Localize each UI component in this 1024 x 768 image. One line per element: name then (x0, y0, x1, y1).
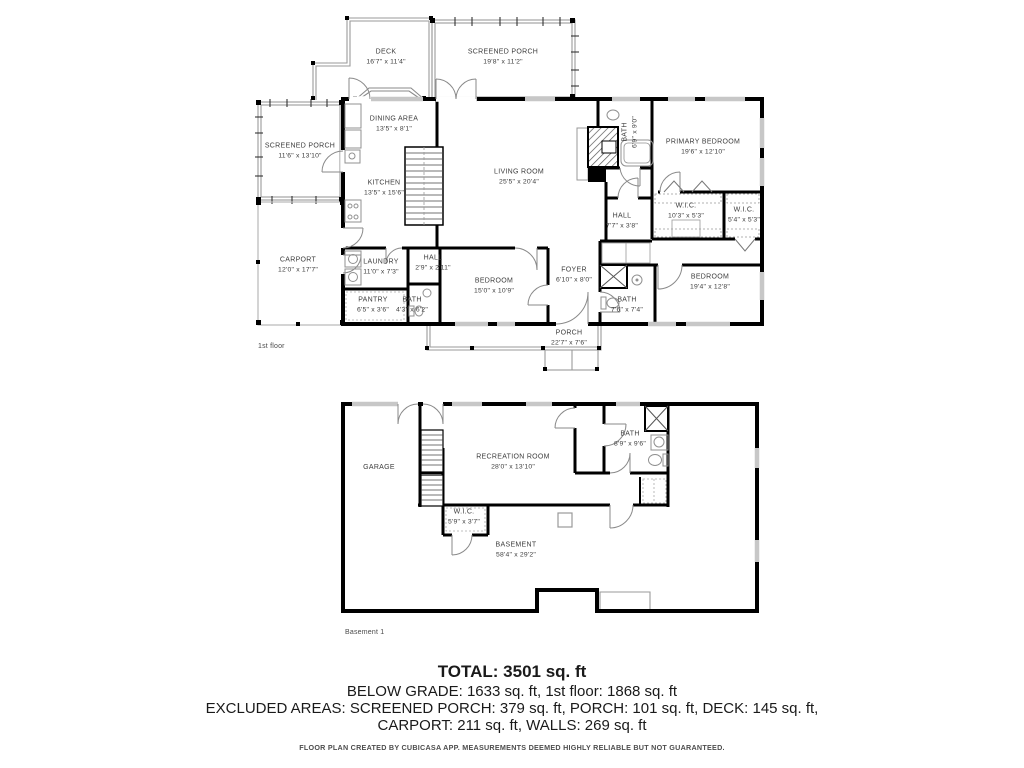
room-dims: 58'4" x 29'2" (496, 551, 536, 559)
room-name: DECK (375, 48, 397, 56)
room-name: LAUNDRY (363, 258, 399, 266)
room-label-bath-primary (621, 116, 640, 148)
room-name: BATH (617, 296, 637, 304)
summary-disclaimer: FLOOR PLAN CREATED BY CUBICASA APP. MEASUREMENTS DEEMED HIGHLY RELIABLE BUT NOT GUARANTEED. (299, 743, 725, 752)
fireplace-icon (577, 127, 618, 182)
room-label-hall-upper (606, 212, 638, 231)
floor1-plan (255, 16, 762, 371)
summary-excluded-1: EXCLUDED AREAS: SCREENED PORCH: 379 sq. ft, PORCH: 101 sq. ft, DECK: 145 sq. ft, (205, 700, 819, 717)
room-dims: 22'7" x 7'6" (551, 339, 587, 347)
basement-stairs-icon (421, 430, 443, 506)
basement-plan (343, 404, 757, 611)
room-label-wic-large (668, 202, 704, 221)
room-name: CARPORT (279, 256, 317, 264)
room-label-primary-bedroom (666, 138, 740, 157)
room-label-bedroom-right (690, 273, 730, 292)
room-dims: 13'5" x 8'1" (376, 125, 412, 133)
room-name: W.I.C. (733, 206, 755, 214)
room-label-bath-small (396, 296, 428, 315)
room-dims: 2'9" x 2'11" (415, 264, 451, 272)
room-name: PORCH (555, 329, 583, 337)
room-dims: 8'9" x 9'6" (614, 440, 646, 448)
room-dims: 5'4" x 5'3" (728, 216, 760, 224)
room-label-kitchen (364, 179, 404, 198)
room-name: DINING AREA (369, 115, 419, 123)
room-dims: 13'5" x 15'6" (364, 189, 404, 197)
room-name: HALL (423, 254, 443, 262)
basement-exterior-walls (343, 404, 757, 611)
room-dims: 19'4" x 12'8" (690, 283, 730, 291)
room-label-bedroom-mid (474, 277, 514, 296)
room-label-basement-bath (614, 430, 646, 449)
summary-below-grade: BELOW GRADE: 1633 sq. ft, 1st floor: 1868 sq. ft (346, 683, 678, 700)
room-label-basement-area (496, 541, 537, 560)
room-dims: 19'8" x 11'2" (483, 58, 523, 66)
summary-total: TOTAL: 3501 sq. ft (437, 662, 587, 681)
room-label-foyer (556, 266, 592, 285)
room-label-dining-area (370, 115, 418, 134)
stairs-icon (405, 147, 443, 225)
room-name: PANTRY (358, 296, 388, 304)
room-name: W.I.C. (453, 508, 475, 516)
room-dims: 15'0" x 10'9" (474, 287, 514, 295)
room-name: BATH (621, 122, 629, 142)
room-dims: 4'3" x 6'2" (396, 306, 428, 314)
room-dims: 16'7" x 11'4" (366, 58, 406, 66)
summary-block (0, 662, 1024, 752)
room-dims: 7'7" x 3'8" (606, 222, 638, 230)
basement-bath-fixtures (645, 406, 668, 466)
room-dims: 6'10" x 8'0" (556, 276, 592, 284)
room-dims: 19'6" x 12'10" (681, 148, 725, 156)
room-name: BEDROOM (474, 277, 514, 285)
room-dims: 6'9" x 9'0" (631, 116, 639, 148)
room-name: LIVING ROOM (494, 168, 544, 176)
room-dims: 25'5" x 20'4" (499, 178, 539, 186)
room-name: BASEMENT (495, 541, 537, 549)
room-dims: 28'0" x 13'10" (491, 463, 535, 471)
room-label-laundry (363, 258, 398, 277)
basement-tag: Basement 1 (345, 629, 385, 636)
kitchen-fixtures (345, 104, 361, 222)
room-label-bath-right (611, 296, 643, 315)
room-label-wic-small (728, 206, 760, 225)
room-name: W.I.C. (675, 202, 697, 210)
basement-windows (352, 404, 757, 562)
room-label-recreation-room (476, 453, 550, 472)
room-name: SCREENED PORCH (264, 142, 336, 150)
room-name: RECREATION ROOM (476, 453, 550, 461)
room-label-pantry (357, 296, 389, 315)
floor1-tag: 1st floor (258, 343, 285, 350)
room-label-hall-small (415, 254, 450, 273)
room-label-screened-porch-top (468, 48, 538, 67)
room-dims: 5'9" x 3'7" (448, 518, 480, 526)
room-dims: 10'3" x 5'3" (668, 212, 704, 220)
room-name: FOYER (561, 266, 587, 274)
room-label-screened-porch-left (265, 142, 335, 161)
room-name: GARAGE (363, 464, 395, 471)
room-label-deck (366, 48, 405, 67)
summary-excluded-2: CARPORT: 211 sq. ft, WALLS: 269 sq. ft (377, 717, 647, 734)
room-label-carport (278, 256, 318, 275)
basement-bulkhead (600, 592, 650, 611)
room-label-living-room (494, 168, 544, 187)
room-dims: 12'0" x 17'7" (278, 266, 318, 274)
room-name: SCREENED PORCH (467, 48, 539, 56)
room-name: PRIMARY BEDROOM (665, 138, 741, 146)
room-dims: 11'6" x 13'10" (278, 152, 322, 160)
room-dims: 11'0" x 7'3" (363, 268, 399, 276)
room-name: KITCHEN (367, 179, 401, 187)
room-name: BATH (402, 296, 422, 304)
room-name: BEDROOM (690, 273, 730, 281)
room-dims: 7'6" x 7'4" (611, 306, 643, 314)
room-name: BATH (620, 430, 640, 438)
room-name: HALL (612, 212, 632, 220)
room-dims: 6'5" x 3'6" (357, 306, 389, 314)
room-label-garage (363, 463, 395, 473)
room-label-basement-wic (448, 508, 480, 527)
room-label-porch (551, 329, 587, 348)
